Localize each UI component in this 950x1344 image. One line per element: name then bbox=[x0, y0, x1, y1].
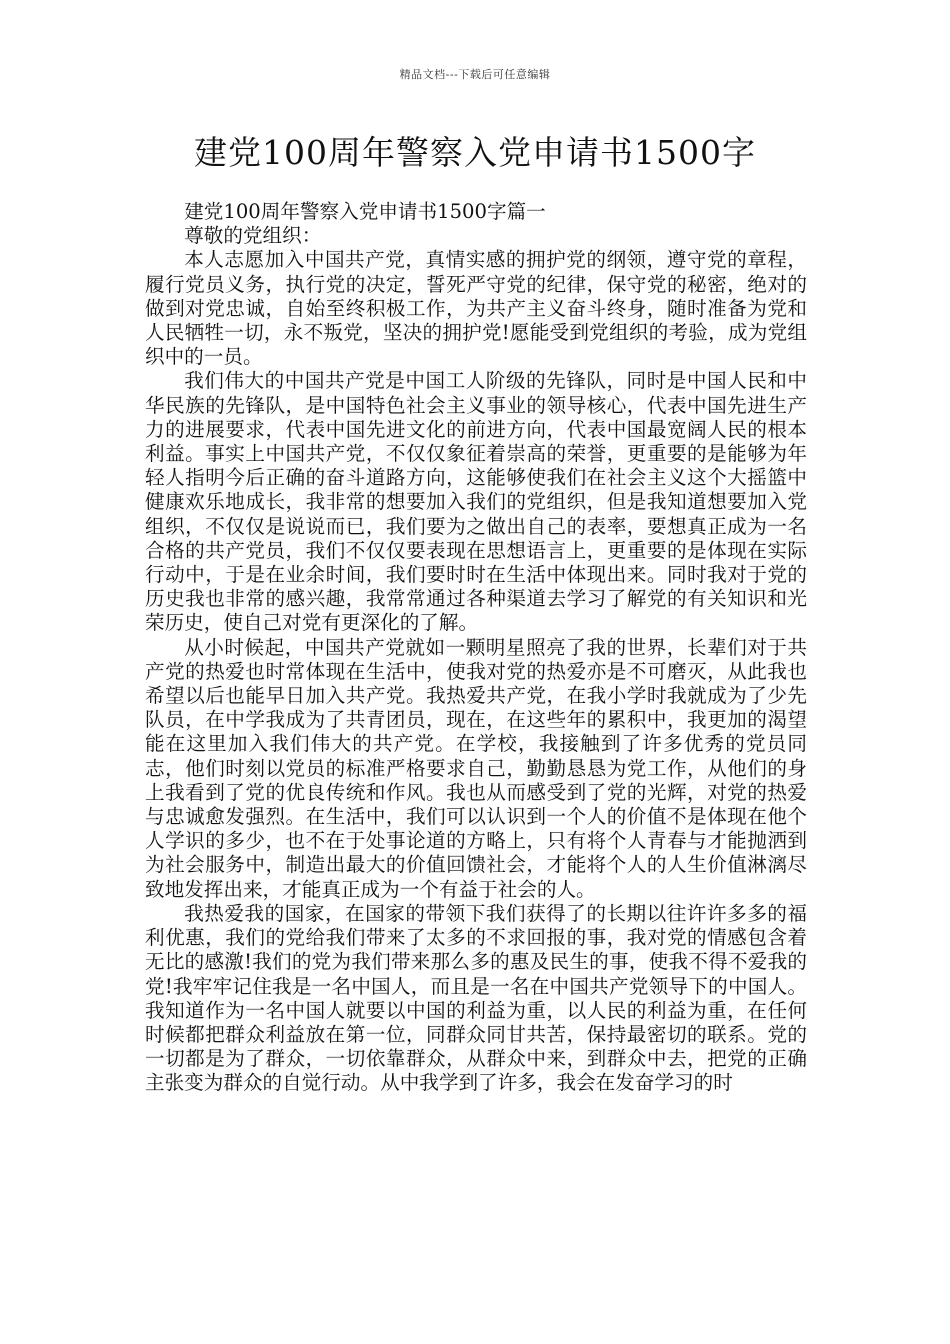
document-title: 建党100周年警察入党申请书1500字 bbox=[194, 133, 756, 172]
paragraph-2: 我们伟大的中国共产党是中国工人阶级的先锋队，同时是中国人民和中华民族的先锋队，是中国特色社会主义事业的领导核心，代表中国先进生产力的进展要求，代表中国先进文化的前进方向，代表中国最宽阔人民的根本利益。事实上中国共产党，不仅仅象征着崇高的荣誉，更重要的是能够为年轻人指明今后正确的奋斗道路方向，这能够使我们在社会主义这个大摇篮中健康欢乐地成长，我非常的想要加入我们的党组织，但是我知道想要加入党组织，不仅仅是说说而已，我们要为之做出自己的表率，要想真正成为一名合格的共产党员，我们不仅仅要表现在思想语言上，更重要的是体现在实际行动中，于是在业余时间，我们要时时在生活中体现出来。同时我对于党的历史我也非常的感兴趣，我常常通过各种渠道去学习了解党的有关知识和光荣历史，使自己对党有更深化的了解。 bbox=[145, 369, 807, 635]
header-note: 精品文档---下载后可任意编辑 bbox=[399, 68, 551, 81]
document-body bbox=[145, 200, 807, 1096]
paragraph-3: 从小时候起，中国共产党就如一颗明星照亮了我的世界，长辈们对于共产党的热爱也时常体现在生活中，使我对党的热爱亦是不可磨灭，从此我也希望以后也能早日加入共产党。我热爱共产党，在我小学时我就成为了少先队员，在中学我成为了共青团员，现在，在这些年的累积中，我更加的渴望能在这里加入我们伟大的共产党。在学校，我接触到了许多优秀的党员同志，他们时刻以党员的标准严格要求自己，勤勤恳恳为党工作，从他们的身上我看到了党的优良传统和作风。我也从而感受到了党的光辉，对党的热爱与忠诚愈发强烈。在生活中，我们可以认识到一个人的价值不是体现在他个人学识的多少，也不在于处事论道的方略上，只有将个人青春与才能抛洒到为社会服务中，制造出最大的价值回馈社会，才能将个人的人生价值淋漓尽致地发挥出来，才能真正成为一个有益于社会的人。 bbox=[145, 635, 807, 901]
paragraph-1: 本人志愿加入中国共产党，真情实感的拥护党的纲领，遵守党的章程，履行党员义务，执行党的决定，誓死严守党的纪律，保守党的秘密，绝对的做到对党忠诚，自始至终积极工作，为共产主义奋斗终身，随时准备为党和人民牺牲一切，永不叛党，坚决的拥护党!愿能受到党组织的考验，成为党组织中的一员。 bbox=[145, 248, 807, 369]
section-subtitle: 建党100周年警察入党申请书1500字篇一 bbox=[184, 200, 546, 223]
salutation: 尊敬的党组织： bbox=[184, 224, 322, 248]
paragraph-4: 我热爱我的国家，在国家的带领下我们获得了的长期以往许许多多的福利优惠，我们的党给我们带来了太多的不求回报的事，我对党的情感包含着无比的感激!我们的党为我们带来那么多的惠及民生的事，使我不得不爱我的党!我牢牢记住我是一名中国人，而且是一名在中国共产党领导下的中国人。我知道作为一名中国人就要以中国的利益为重，以人民的利益为重，在任何时候都把群众利益放在第一位，同群众同甘共苦，保持最密切的联系。党的一切都是为了群众，一切依靠群众，从群众中来，到群众中去，把党的正确主张变为群众的自觉行动。从中我学到了许多，我会在发奋学习的时 bbox=[145, 901, 807, 1095]
